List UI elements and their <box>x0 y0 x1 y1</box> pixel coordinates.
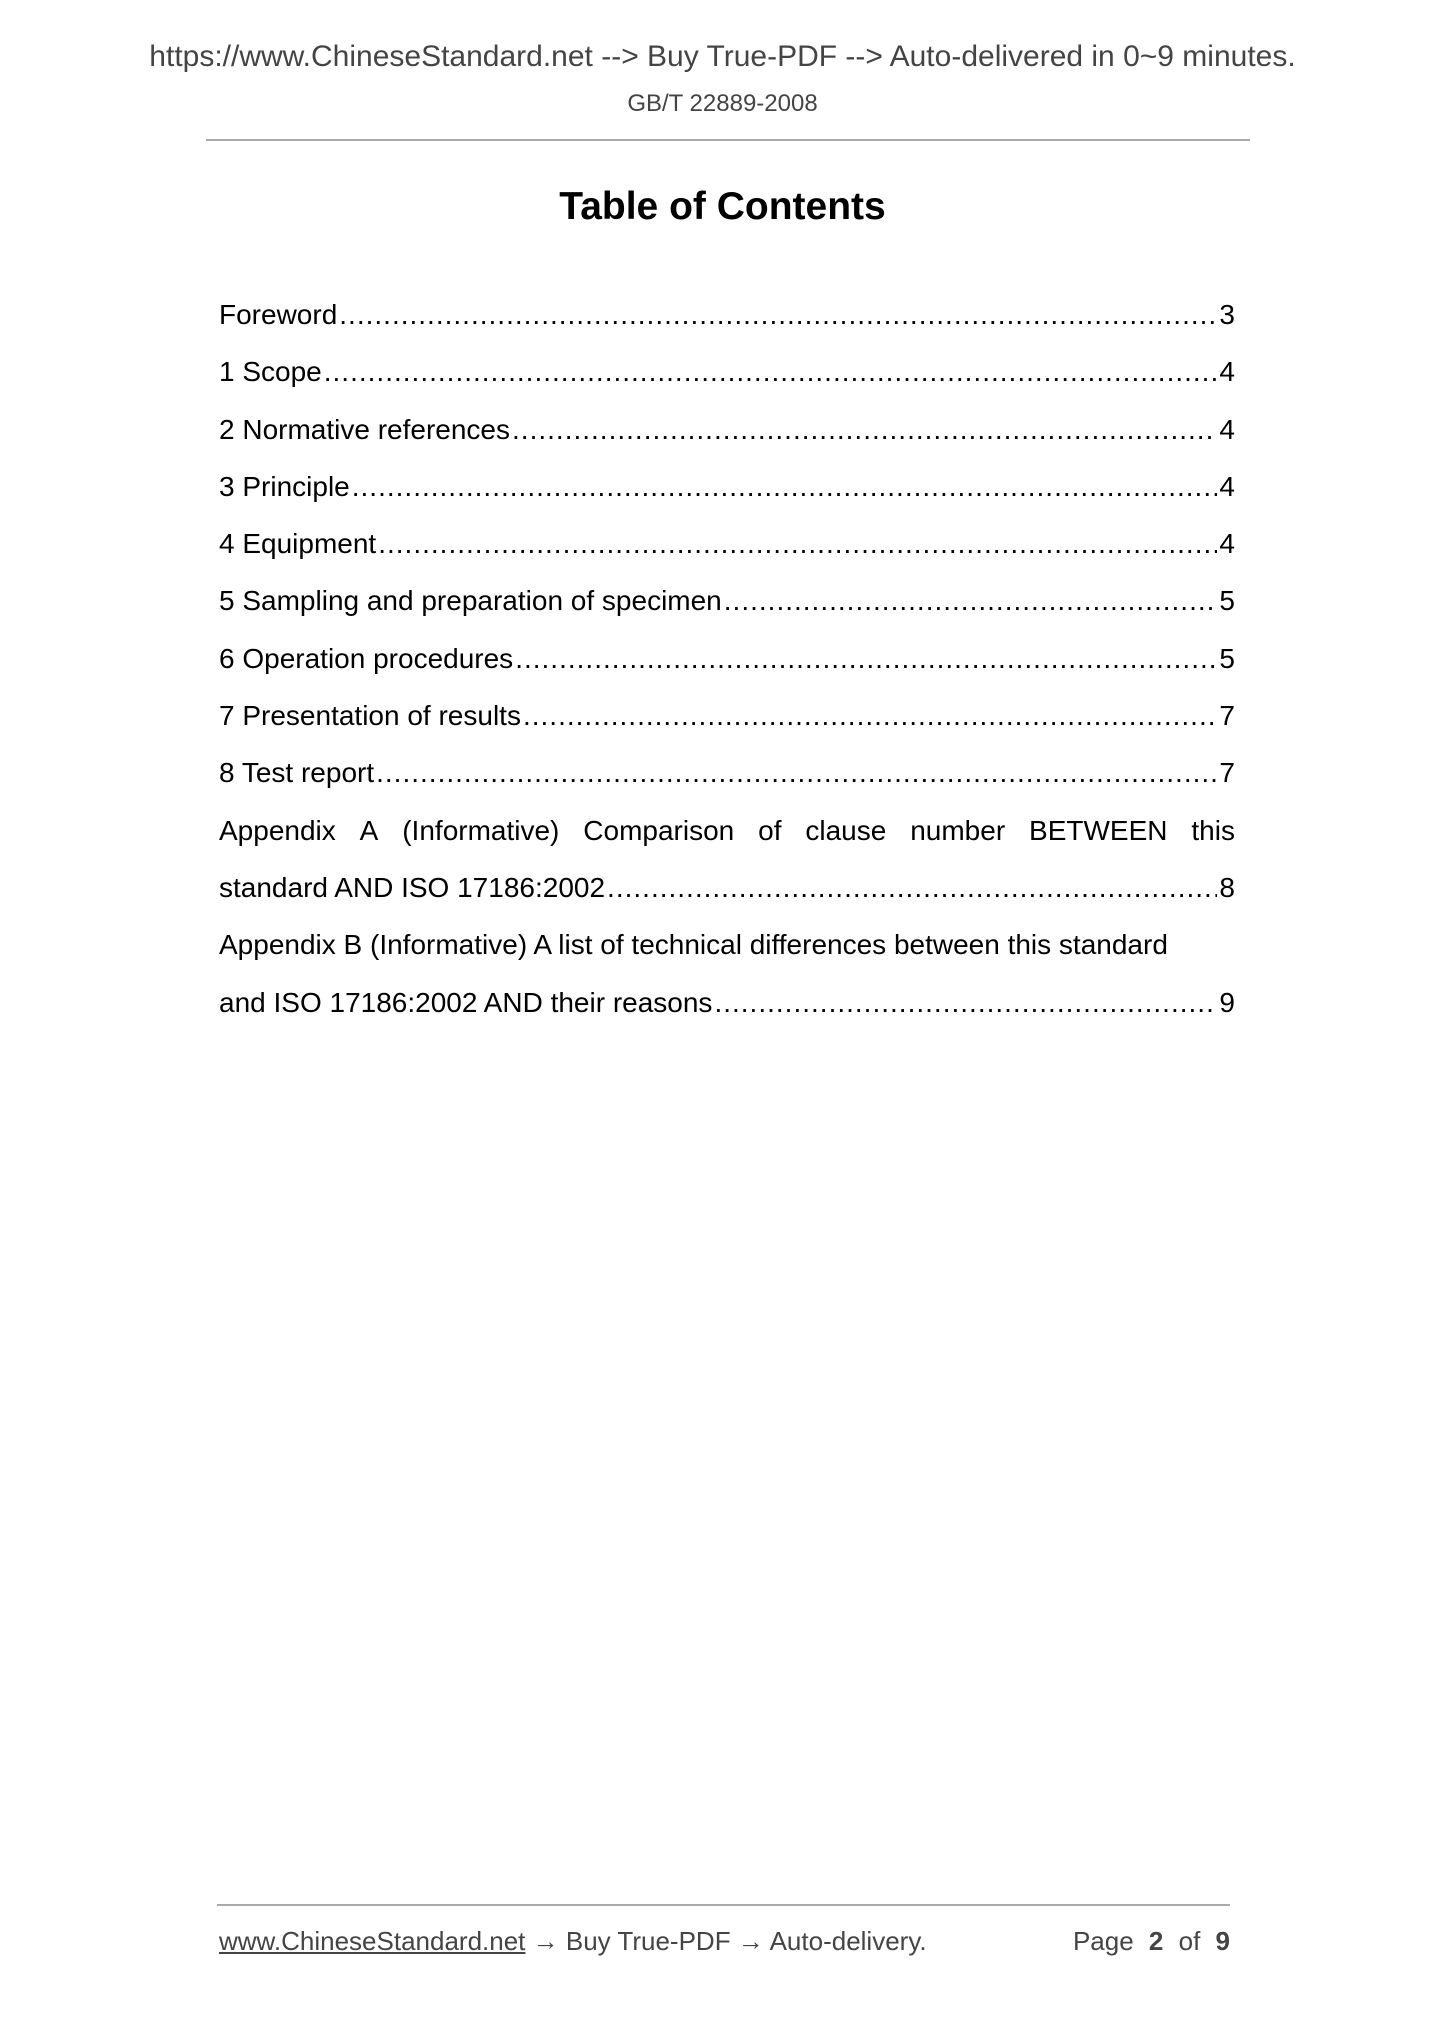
toc-page: 4 <box>1219 356 1235 388</box>
toc-label: Appendix B (Informative) A list of technical differences between this standard <box>219 929 1168 961</box>
toc-label: 2 Normative references <box>219 413 511 445</box>
toc-entry-equipment[interactable] <box>219 524 1235 581</box>
word: clause <box>805 814 887 846</box>
dot-leader <box>714 983 1217 1023</box>
toc-page: 5 <box>1219 585 1235 617</box>
toc-entry-appendix-b-line1[interactable] <box>219 925 1235 982</box>
word: A <box>359 814 379 846</box>
dot-leader <box>352 467 1218 507</box>
toc-label: 4 Equipment <box>219 528 377 560</box>
toc-label: 6 Operation procedures <box>219 642 514 674</box>
word: number <box>910 814 1006 846</box>
dot-leader <box>378 524 1217 564</box>
word: Appendix <box>219 814 336 846</box>
word: this <box>1191 814 1235 846</box>
toc-label: standard AND ISO 17186:2002 <box>219 871 606 903</box>
toc-entry-normative-references[interactable] <box>219 410 1235 467</box>
header-banner: https://www.ChineseStandard.net --> Buy True-PDF --> Auto-delivered in 0~9 minutes. <box>149 40 1296 73</box>
dot-leader <box>324 352 1218 392</box>
page-title: Table of Contents <box>559 185 886 228</box>
dot-leader <box>523 696 1217 736</box>
toc-label: 7 Presentation of results <box>219 700 521 732</box>
toc-entry-appendix-a-line2[interactable] <box>219 868 1235 925</box>
toc-page: 3 <box>1219 299 1235 330</box>
toc-label: and ISO 17186:2002 AND their reasons <box>219 986 713 1018</box>
toc-page: 8 <box>1219 871 1235 903</box>
toc-page: 4 <box>1219 528 1235 560</box>
page-label: Page <box>1072 1926 1134 1956</box>
toc-entry-presentation-of-results[interactable] <box>219 696 1235 753</box>
toc-entry-foreword[interactable] <box>219 295 1235 352</box>
toc-entry-test-report[interactable] <box>219 753 1235 810</box>
toc-entry-scope[interactable] <box>219 352 1235 409</box>
toc-entry-appendix-a-line1[interactable] <box>219 811 1235 868</box>
footer-divider <box>217 1904 1230 1906</box>
toc-page: 7 <box>1219 757 1235 789</box>
toc-label: 1 Scope <box>219 356 322 388</box>
page-indicator <box>1065 1926 1230 1957</box>
dot-leader <box>607 868 1217 908</box>
dot-leader <box>515 639 1217 679</box>
toc-page: 9 <box>1219 986 1235 1018</box>
header-divider <box>206 139 1250 141</box>
toc-page: 7 <box>1219 700 1235 732</box>
dot-leader <box>724 581 1218 621</box>
toc-page: 4 <box>1219 413 1235 445</box>
toc-label: 5 Sampling and preparation of specimen <box>219 585 722 617</box>
footer-text: → Buy True-PDF → Auto-delivery. <box>532 1926 927 1956</box>
footer-site-link[interactable]: www.ChineseStandard.net <box>219 1926 526 1956</box>
toc-label: Foreword <box>219 299 338 330</box>
footer <box>219 1926 1230 1957</box>
word: (Informative) <box>402 814 560 846</box>
standard-number: GB/T 22889-2008 <box>627 90 818 117</box>
word: BETWEEN <box>1029 814 1168 846</box>
page-current: 2 <box>1148 1926 1164 1956</box>
toc-entry-appendix-b-line2[interactable] <box>219 983 1235 1040</box>
toc-label: 3 Principle <box>219 470 350 502</box>
word: of <box>758 814 782 846</box>
toc-label: 8 Test report <box>219 757 375 789</box>
toc-entry-operation-procedures[interactable] <box>219 639 1235 696</box>
dot-leader <box>339 295 1217 335</box>
dot-leader <box>376 753 1217 793</box>
toc-entry-principle[interactable] <box>219 467 1235 524</box>
dot-leader <box>512 410 1217 450</box>
toc-page: 5 <box>1219 642 1235 674</box>
word: Comparison <box>583 814 735 846</box>
table-of-contents <box>219 295 1235 1040</box>
toc-page: 4 <box>1219 470 1235 502</box>
toc-entry-sampling[interactable] <box>219 581 1235 638</box>
of-label: of <box>1178 1926 1201 1956</box>
page-total: 9 <box>1215 1926 1230 1956</box>
